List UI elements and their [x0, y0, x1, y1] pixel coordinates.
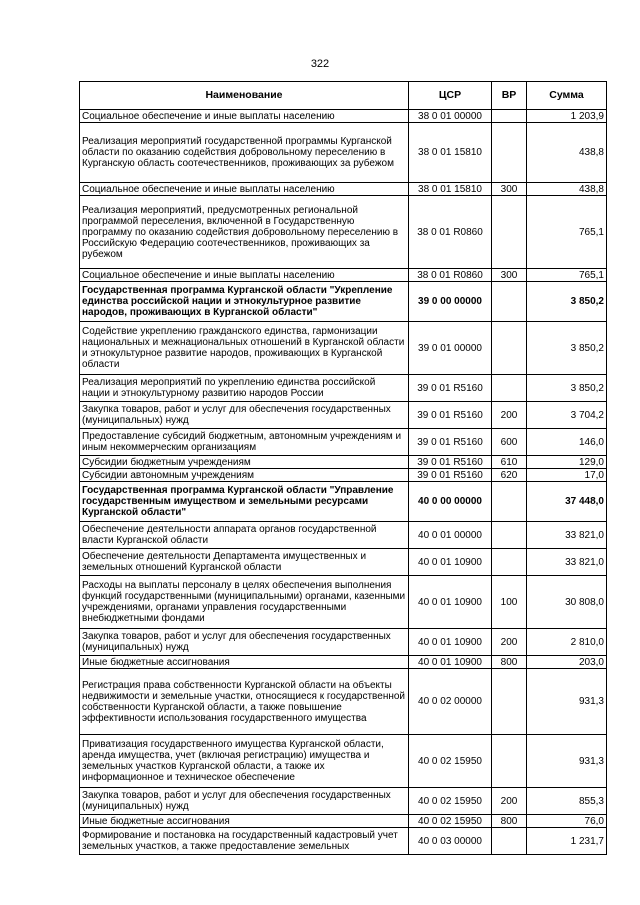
row-sum-cell: 1 231,7	[527, 828, 607, 855]
header-sum: Сумма	[527, 82, 607, 110]
row-csr-cell: 39 0 00 00000	[409, 282, 492, 322]
row-name-cell: Иные бюджетные ассигнования	[80, 656, 409, 669]
row-vr-cell: 300	[492, 269, 527, 282]
table-row	[80, 110, 607, 123]
table-row	[80, 402, 607, 429]
row-sum-cell: 855,3	[527, 788, 607, 815]
table-row	[80, 269, 607, 282]
row-vr-cell: 600	[492, 429, 527, 456]
row-csr-cell: 40 0 02 15950	[409, 735, 492, 788]
row-csr-cell: 39 0 01 00000	[409, 322, 492, 375]
row-name-cell: Субсидии бюджетным учреждениям	[80, 456, 409, 469]
table-row	[80, 735, 607, 788]
table-header-row	[80, 82, 607, 110]
budget-table	[79, 81, 607, 855]
row-name-cell: Реализация мероприятий, предусмотренных региональной программой переселения, включенной в Государственную программу по оказанию содействия добровольному переселению в Российскую Федерацию соотечественников, проживающих за рубежом	[80, 196, 409, 269]
row-vr-cell: 800	[492, 656, 527, 669]
row-csr-cell: 38 0 01 00000	[409, 110, 492, 123]
row-csr-cell: 40 0 02 15950	[409, 815, 492, 828]
row-csr-cell: 40 0 02 00000	[409, 669, 492, 735]
row-csr-cell: 38 0 01 R0860	[409, 269, 492, 282]
table-row	[80, 375, 607, 402]
row-sum-cell: 30 808,0	[527, 576, 607, 629]
table-row	[80, 788, 607, 815]
table-row	[80, 123, 607, 183]
table-row	[80, 549, 607, 576]
row-vr-cell	[492, 196, 527, 269]
row-name-cell: Государственная программа Курганской области "Укрепление единства российской нации и этнокультурное развитие народов, проживающих в Курганской области"	[80, 282, 409, 322]
table-row	[80, 183, 607, 196]
row-sum-cell: 129,0	[527, 456, 607, 469]
row-vr-cell: 200	[492, 788, 527, 815]
page-number: 322	[310, 58, 330, 70]
row-vr-cell: 610	[492, 456, 527, 469]
table-row	[80, 456, 607, 469]
row-vr-cell	[492, 110, 527, 123]
row-name-cell: Регистрация права собственности Курганской области на объекты недвижимости и земельные участки, относящиеся к государственной собственности Курганской области, а также повышение эффективности использования государственного имущества	[80, 669, 409, 735]
row-csr-cell: 38 0 01 R0860	[409, 196, 492, 269]
row-name-cell: Расходы на выплаты персоналу в целях обеспечения выполнения функций государственными (муниципальными) органами, казенными учреждениями, органами управления государственными внебюджетными фондами	[80, 576, 409, 629]
header-vr: ВР	[492, 82, 527, 110]
row-csr-cell: 40 0 01 10900	[409, 656, 492, 669]
table-row	[80, 196, 607, 269]
row-vr-cell	[492, 549, 527, 576]
row-vr-cell	[492, 669, 527, 735]
row-vr-cell	[492, 482, 527, 522]
row-vr-cell	[492, 282, 527, 322]
row-sum-cell: 438,8	[527, 183, 607, 196]
row-name-cell: Социальное обеспечение и иные выплаты населению	[80, 269, 409, 282]
row-csr-cell: 39 0 01 R5160	[409, 456, 492, 469]
row-name-cell: Государственная программа Курганской области "Управление государственным имуществом и земельными ресурсами Курганской области"	[80, 482, 409, 522]
row-sum-cell: 438,8	[527, 123, 607, 183]
row-sum-cell: 33 821,0	[527, 549, 607, 576]
row-sum-cell: 3 850,2	[527, 322, 607, 375]
row-sum-cell: 33 821,0	[527, 522, 607, 549]
row-csr-cell: 40 0 01 10900	[409, 629, 492, 656]
row-csr-cell: 38 0 01 15810	[409, 123, 492, 183]
row-vr-cell: 800	[492, 815, 527, 828]
row-sum-cell: 76,0	[527, 815, 607, 828]
row-name-cell: Реализация мероприятий государственной программы Курганской области по оказанию содействия добровольному переселению в Курганскую область соотечественников, проживающих за рубежом	[80, 123, 409, 183]
table-row	[80, 469, 607, 482]
row-sum-cell: 203,0	[527, 656, 607, 669]
row-sum-cell: 1 203,9	[527, 110, 607, 123]
row-name-cell: Обеспечение деятельности Департамента имущественных и земельных отношений Курганской области	[80, 549, 409, 576]
row-csr-cell: 39 0 01 R5160	[409, 402, 492, 429]
row-name-cell: Субсидии автономным учреждениям	[80, 469, 409, 482]
row-vr-cell	[492, 828, 527, 855]
row-name-cell: Закупка товаров, работ и услуг для обеспечения государственных (муниципальных) нужд	[80, 402, 409, 429]
row-csr-cell: 39 0 01 R5160	[409, 429, 492, 456]
row-name-cell: Реализация мероприятий по укреплению единства российской нации и этнокультурному развитию народов России	[80, 375, 409, 402]
row-csr-cell: 39 0 01 R5160	[409, 469, 492, 482]
row-sum-cell: 931,3	[527, 735, 607, 788]
row-name-cell: Содействие укреплению гражданского единства, гармонизации национальных и межнациональных отношений в Курганской области и этнокультурное развитие народов, проживающих в Курганской области	[80, 322, 409, 375]
header-name: Наименование	[80, 82, 409, 110]
row-csr-cell: 40 0 01 00000	[409, 522, 492, 549]
table-row	[80, 576, 607, 629]
table-row	[80, 282, 607, 322]
table-row	[80, 482, 607, 522]
row-csr-cell: 40 0 01 10900	[409, 576, 492, 629]
row-vr-cell: 100	[492, 576, 527, 629]
row-vr-cell: 620	[492, 469, 527, 482]
row-csr-cell: 40 0 03 00000	[409, 828, 492, 855]
row-vr-cell: 200	[492, 402, 527, 429]
row-csr-cell: 40 0 01 10900	[409, 549, 492, 576]
row-sum-cell: 2 810,0	[527, 629, 607, 656]
row-sum-cell: 17,0	[527, 469, 607, 482]
table-row	[80, 629, 607, 656]
row-vr-cell: 300	[492, 183, 527, 196]
row-sum-cell: 3 850,2	[527, 375, 607, 402]
row-vr-cell	[492, 522, 527, 549]
row-sum-cell: 765,1	[527, 196, 607, 269]
table-row	[80, 522, 607, 549]
row-name-cell: Иные бюджетные ассигнования	[80, 815, 409, 828]
table-row	[80, 429, 607, 456]
row-sum-cell: 765,1	[527, 269, 607, 282]
row-csr-cell: 40 0 02 15950	[409, 788, 492, 815]
table-body	[80, 110, 607, 855]
table-row	[80, 815, 607, 828]
row-vr-cell	[492, 735, 527, 788]
row-csr-cell: 39 0 01 R5160	[409, 375, 492, 402]
row-name-cell: Социальное обеспечение и иные выплаты населению	[80, 110, 409, 123]
row-name-cell: Приватизация государственного имущества Курганской области, аренда имущества, учет (включая регистрацию) имущества и земельных участков Курганской области, а также их информационное и техническое обеспечение	[80, 735, 409, 788]
row-csr-cell: 38 0 01 15810	[409, 183, 492, 196]
row-sum-cell: 146,0	[527, 429, 607, 456]
table-row	[80, 828, 607, 855]
row-vr-cell: 200	[492, 629, 527, 656]
row-name-cell: Закупка товаров, работ и услуг для обеспечения государственных (муниципальных) нужд	[80, 788, 409, 815]
table-row	[80, 322, 607, 375]
row-name-cell: Предоставление субсидий бюджетным, автономным учреждениям и иным некоммерческим организациям	[80, 429, 409, 456]
row-name-cell: Социальное обеспечение и иные выплаты населению	[80, 183, 409, 196]
row-vr-cell	[492, 375, 527, 402]
header-csr: ЦСР	[409, 82, 492, 110]
row-name-cell: Закупка товаров, работ и услуг для обеспечения государственных (муниципальных) нужд	[80, 629, 409, 656]
row-vr-cell	[492, 123, 527, 183]
table-row	[80, 669, 607, 735]
row-vr-cell	[492, 322, 527, 375]
row-sum-cell: 3 704,2	[527, 402, 607, 429]
row-sum-cell: 3 850,2	[527, 282, 607, 322]
row-sum-cell: 37 448,0	[527, 482, 607, 522]
table-row	[80, 656, 607, 669]
row-sum-cell: 931,3	[527, 669, 607, 735]
row-name-cell: Формирование и постановка на государственный кадастровый учет земельных участков, а также предоставление земельных	[80, 828, 409, 855]
row-name-cell: Обеспечение деятельности аппарата органов государственной власти Курганской области	[80, 522, 409, 549]
row-csr-cell: 40 0 00 00000	[409, 482, 492, 522]
